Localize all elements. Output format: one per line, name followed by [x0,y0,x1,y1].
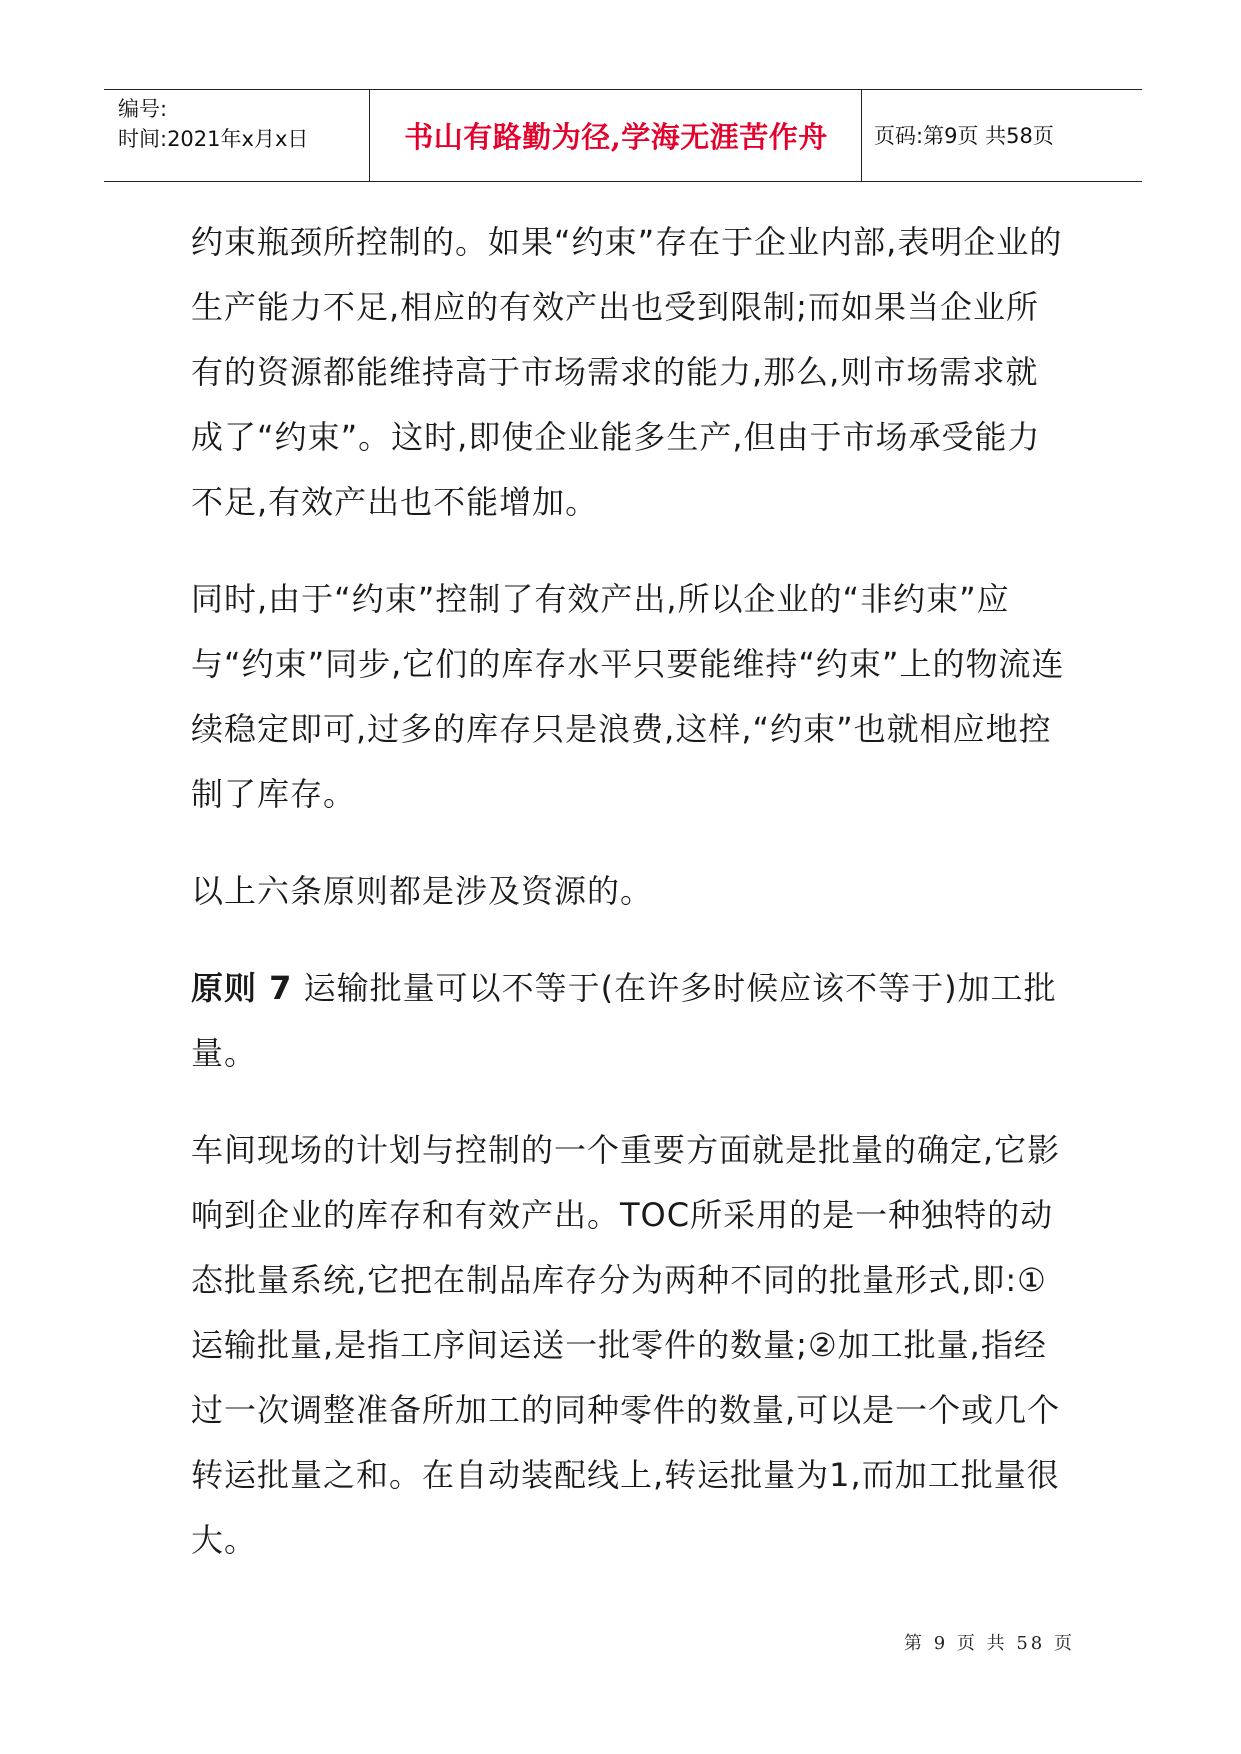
body-paragraph: 车间现场的计划与控制的一个重要方面就是批量的确定,它影响到企业的库存和有效产出。TOC所采用的是一种独特的动态批量系统,它把在制品库存分为两种不同的批量形式,即:①运输批量,是指工序间运送一批零件的数量;②加工批量,指经过一次调整准备所加工的同种零件的数量,可以是一个或几个转运批量之和。在自动装配线上,转运批量为1,而加工批量很大。 [191,1131,1061,1559]
header-meta [118,94,358,154]
document-date-label: 时间:2021年x月x日 [118,127,309,151]
header-divider [861,90,862,181]
document-body [191,210,1071,1605]
header-page-info: 页码:第9页 共58页 [874,124,1054,148]
body-paragraph: 约束瓶颈所控制的。如果“约束”存在于企业内部,表明企业的生产能力不足,相应的有效产出也受到限制;而如果当企业所有的资源都能维持高于市场需求的能力,那么,则市场需求就成了“约束”。这时,即使企业能多生产,但由于市场承受能力不足,有效产出也不能增加。 [191,223,1063,521]
principle-text: 运输批量可以不等于(在许多时候应该不等于)加工批量。 [191,969,1057,1072]
body-paragraph: 以上六条原则都是涉及资源的。 [191,872,654,910]
body-paragraph: 同时,由于“约束”控制了有效产出,所以企业的“非约束”应与“约束”同步,它们的库存水平只要能维持“约束”上的物流连续稳定即可,过多的库存只是浪费,这样,“约束”也就相应地控制了库存。 [191,580,1065,813]
principle-label: 原则 7 [191,969,293,1007]
principle-paragraph [191,956,1071,1086]
document-number-label: 编号: [118,97,168,121]
page-header [104,89,1142,182]
page-footer: 第 9 页 共 58 页 [904,1633,1075,1654]
header-divider [369,90,370,181]
header-motto: 书山有路勤为径,学海无涯苦作舟 [404,119,828,154]
